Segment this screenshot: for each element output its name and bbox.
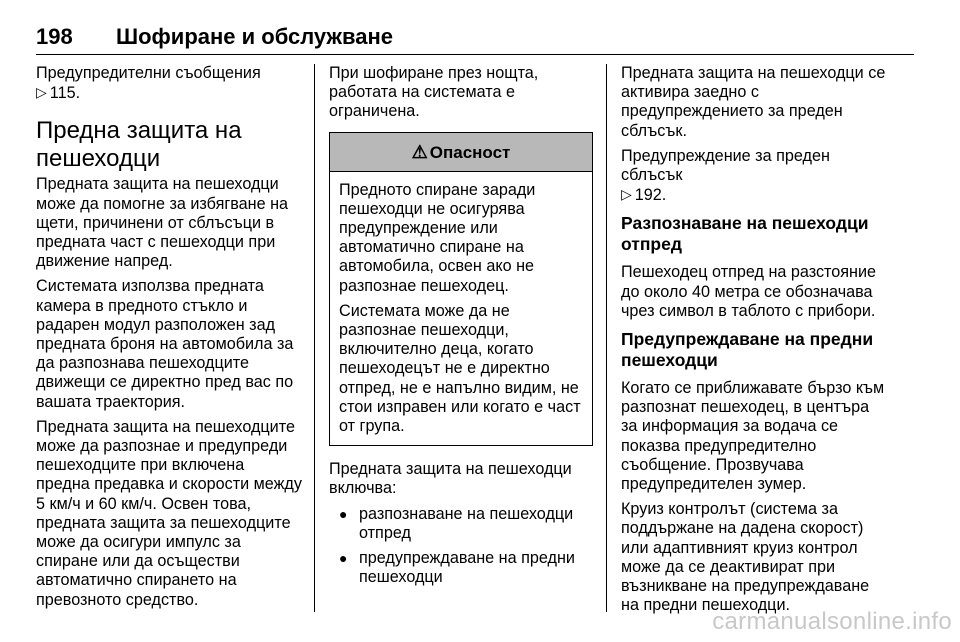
danger-body <box>330 172 592 446</box>
page-ref[interactable]: 192. <box>634 186 667 205</box>
paragraph: Пешеходец отпред на разстояние до около 40 метра се обозначава чрез символ в таблото с прибори. <box>621 263 877 320</box>
column-divider <box>606 64 607 612</box>
column-divider <box>314 64 315 612</box>
danger-header <box>330 133 592 172</box>
paragraph: Предната защита на пешеходци може да помогне за избягване на щети, причинени от сблъсъци в предната част с пешеходци при движение напред. <box>36 175 289 271</box>
danger-title: Опасност <box>429 142 511 162</box>
list-item: ● разпознаване на пешеходци отпред <box>339 504 574 542</box>
subheading: Разпознаване на пешеходци отпред <box>621 213 869 255</box>
warning-triangle-icon: ⚠ <box>411 141 428 162</box>
column-1 <box>36 64 302 616</box>
paragraph: Предупреждение за преден сблъсък ▷ 192. <box>621 146 830 205</box>
list-item: ● предупреждаване на предни пешеходци <box>339 549 575 587</box>
paragraph: Предната защита на пешеходците може да разпознае и предупреди пешеходците при включена предна предавка и скорости между 5 км/ч и 60 км/ч. Освен това, предната защита за пешеходците може да осигури импулс за спиране или да осъществи автоматично спирането на превозното средство. <box>36 417 302 609</box>
paragraph: Предупредителни съобщения ▷ 115. <box>36 64 261 103</box>
section-heading: Предна защита на пешеходци <box>36 117 242 173</box>
page-ref-icon: ▷ <box>36 84 47 101</box>
bullet-icon: ● <box>339 505 348 522</box>
page-ref[interactable]: 115. <box>49 84 81 103</box>
paragraph: Круиз контролът (система за поддържане на дадена скорост) или адаптивният круиз контрол може да се деактивират при възникване на предупреждаване на предни пешеходци. <box>621 500 870 615</box>
feature-list <box>329 505 593 588</box>
column-3 <box>621 64 889 621</box>
paragraph: Системата използва предната камера в предното стъкло и радарен модул разположен зад предната броня на автомобила за да разпознава пешеходците движещи се директно пред вас по вашата траектория. <box>36 277 294 411</box>
column-2 <box>329 64 593 593</box>
page-header <box>36 14 914 55</box>
bullet-icon: ● <box>339 550 348 567</box>
page-number: 198 <box>36 24 73 49</box>
danger-paragraph: Предното спиране заради пешеходци не осигурява предупреждение или автоматично спиране на автомобила, освен ако не разпознае пешеходец. <box>339 180 536 295</box>
subheading: Предупреждаване на предни пешеходци <box>621 329 874 371</box>
page-ref-icon: ▷ <box>621 186 632 203</box>
danger-paragraph: Системата може да не разпознае пешеходци, включително деца, когато пешеходецът не е директно отпред, не е напълно видим, не стои изправен или когато е част от група. <box>339 301 581 436</box>
page-title: Шофиране и обслужване <box>116 24 394 49</box>
paragraph: При шофиране през нощта, работата на системата е ограничена. <box>329 64 539 121</box>
paragraph: Когато се приближавате бързо към разпознат пешеходец, в центъра за информация за водача се показва предупредително съобщение. Прозвучава предупредителен зумер. <box>621 379 885 494</box>
paragraph: Предната защита на пешеходци включва: <box>329 460 572 498</box>
paragraph: Предната защита на пешеходци се активира заедно с предупреждението за преден сблъсък. <box>621 64 886 140</box>
watermark: carmanualsonline.info <box>712 608 952 635</box>
danger-box <box>329 132 593 447</box>
